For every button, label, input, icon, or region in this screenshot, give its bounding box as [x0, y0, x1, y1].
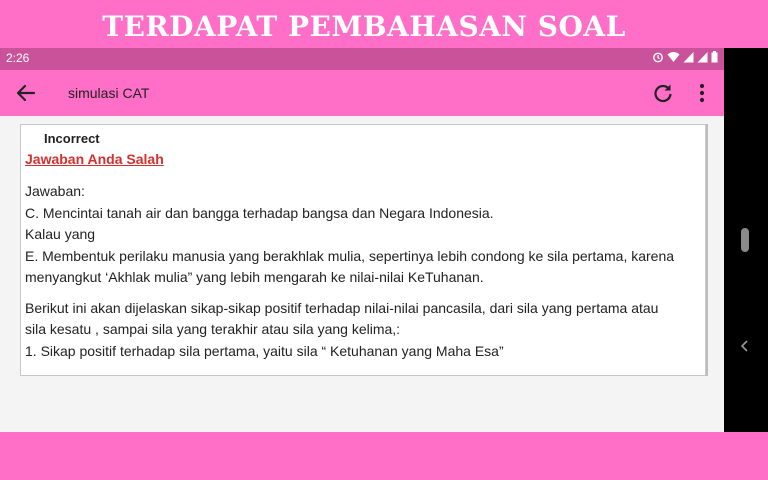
bottom-blank-area — [0, 376, 724, 432]
status-bar — [0, 48, 724, 70]
battery-icon — [711, 51, 718, 67]
answer-line: Kalau yang — [25, 226, 96, 242]
status-icons — [652, 51, 718, 67]
answer-line: C. Mencintai tanah air dan bangga terhadap bangsa dan Negara Indonesia. — [25, 204, 494, 221]
refresh-icon[interactable] — [652, 82, 674, 104]
status-label: Incorrect — [44, 131, 100, 146]
explanation-paragraph — [25, 298, 701, 363]
back-arrow-icon[interactable] — [14, 82, 38, 104]
app-title: simulasi CAT — [68, 85, 150, 101]
answer-line: E. Membentuk perilaku manusia yang berakhlak mulia, sepertinya lebih condong ke sila pertama, karena — [25, 247, 675, 264]
explanation-line: Berikut ini akan dijelaskan sikap-sikap positif terhadap nilai-nilai pancasila, dari sila yang pertama atau — [25, 299, 659, 316]
footer-band — [0, 432, 768, 480]
app-bar — [0, 70, 724, 116]
result-link[interactable]: Jawaban Anda Salah — [25, 151, 164, 167]
system-nav-bar — [724, 48, 768, 432]
banner-title: TERDAPAT PEMBAHASAN SOAL — [102, 10, 626, 43]
promo-banner — [0, 0, 768, 48]
alarm-icon — [652, 51, 664, 67]
answer-card — [20, 124, 706, 376]
signal-icon — [697, 51, 708, 67]
answer-line: Jawaban: — [25, 183, 85, 199]
status-time: 2:26 — [6, 51, 30, 65]
answer-line: menyangkut ‘Akhlak mulia” yang lebih mengarah ke nilai-nilai KeTuhanan. — [25, 269, 484, 285]
more-vert-icon[interactable] — [694, 82, 710, 104]
wifi-icon — [667, 51, 680, 67]
explanation-line: 1. Sikap positif terhadap sila pertama, yaitu sila “ Ketuhanan yang Maha Esa” — [25, 342, 504, 359]
answer-card-body — [25, 131, 701, 393]
signal-icon — [683, 51, 694, 67]
scroll-handle[interactable] — [741, 228, 749, 252]
nav-back-icon[interactable] — [738, 338, 752, 357]
explanation-line: sila kesatu , sampai sila yang terakhir atau sila yang kelima,: — [25, 321, 401, 337]
answer-paragraph — [25, 181, 701, 289]
